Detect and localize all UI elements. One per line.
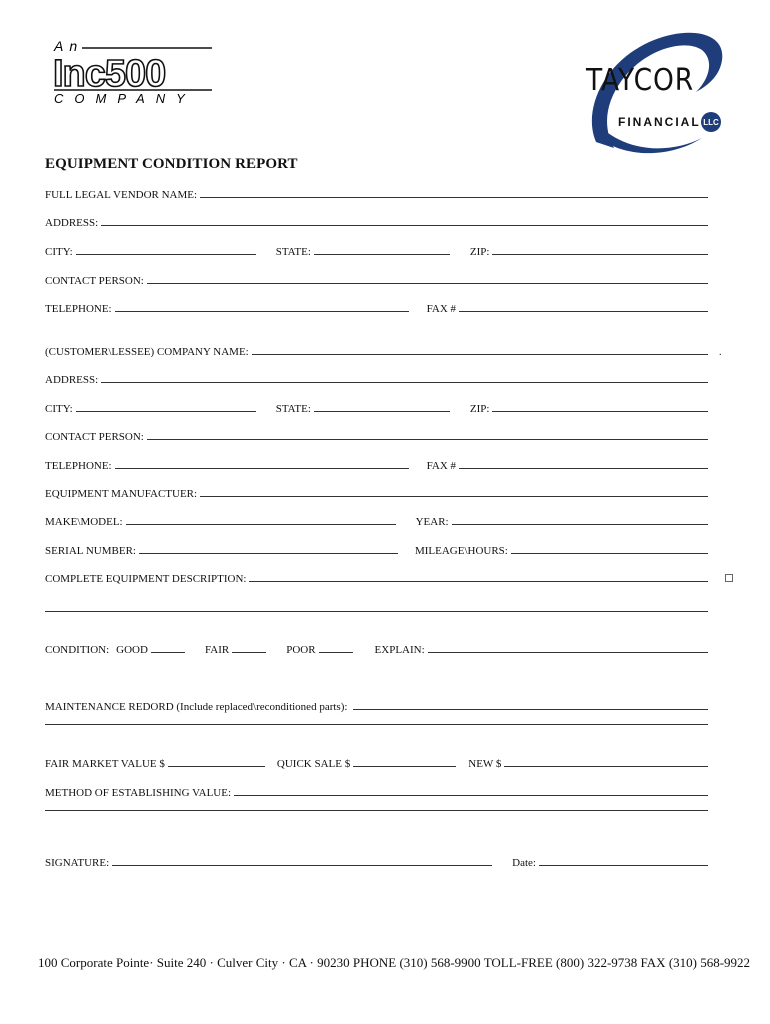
taycor-name: TAYCOR [585,63,694,98]
customer-contact-field[interactable] [147,439,708,440]
condition-row [45,640,708,656]
vendor-state-label: STATE: [275,246,311,258]
taycor-swoosh-lower [596,130,702,153]
year-field[interactable] [452,524,708,525]
mileage-hours-label: MILEAGE\HOURS: [414,545,508,557]
footer-address: 100 Corporate Pointe· Suite 240 · Culver City · CA · 90230 PHONE (310) 568-9900 TOLL-FREE (800) 322-9738 FAX (310) 568-9922 [38,955,751,970]
vendor-address-field[interactable] [101,225,708,226]
customer-name-field[interactable] [252,354,708,355]
vendor-zip-field[interactable] [492,254,708,255]
signature-label: SIGNATURE: [45,857,110,869]
customer-telephone-row [45,456,708,472]
vendor-address-row [45,213,708,229]
equipment-manufacturer-label: EQUIPMENT MANUFACTUER: [45,488,198,500]
equipment-manufacturer-field[interactable] [200,496,708,497]
customer-fax-field[interactable] [459,468,708,469]
customer-fax-label: FAX # [426,460,457,472]
customer-address-field[interactable] [101,382,708,383]
maintenance-row [45,697,708,713]
vendor-city-row [45,242,708,258]
date-label: Date: [512,857,536,869]
customer-telephone-field[interactable] [115,468,409,469]
vendor-city-label: CITY: [45,246,73,258]
taycor-financial-logo [584,30,734,160]
vendor-address-label: ADDRESS: [45,217,99,229]
new-value-field[interactable] [504,766,708,767]
condition-explain-label: EXPLAIN: [374,644,425,656]
customer-city-field[interactable] [76,411,256,412]
vendor-zip-label: ZIP: [469,246,490,258]
customer-name-row [45,342,708,358]
customer-address-row [45,370,708,386]
year-label: YEAR: [415,516,449,528]
vendor-name-row [45,185,708,201]
customer-state-field[interactable] [314,411,450,412]
serial-number-row [45,541,708,557]
method-row [45,783,708,799]
inc500-logo [52,38,214,106]
equipment-manufacturer-row [45,484,708,500]
customer-state-label: STATE: [275,403,311,415]
customer-address-label: ADDRESS: [45,374,99,386]
customer-zip-label: ZIP: [469,403,490,415]
equipment-description-label: COMPLETE EQUIPMENT DESCRIPTION: [45,573,247,585]
maintenance-field[interactable] [353,709,708,710]
fair-market-value-label: FAIR MARKET VALUE $ [45,758,165,770]
condition-fair-field[interactable] [232,652,266,653]
fair-market-value-field[interactable] [168,766,265,767]
customer-contact-label: CONTACT PERSON: [45,431,144,443]
maintenance-label: MAINTENANCE REDORD (Include replaced\reconditioned parts): [45,701,348,713]
customer-zip-field[interactable] [492,411,708,412]
method-line-2[interactable] [45,810,708,811]
condition-fair-label: FAIR [204,644,230,656]
equipment-description-line-2[interactable] [45,611,708,612]
vendor-fax-field[interactable] [459,311,708,312]
vendor-telephone-label: TELEPHONE: [45,303,112,315]
condition-label: CONDITION: [45,644,110,656]
taycor-llc-text: LLC [703,118,719,127]
vendor-telephone-row [45,299,708,315]
signature-field[interactable] [112,865,492,866]
equipment-description-field[interactable] [249,581,708,582]
customer-name-label: (CUSTOMER\LESSEE) COMPANY NAME: [45,346,249,358]
values-row [45,754,708,770]
vendor-contact-row [45,271,708,287]
make-model-row [45,512,708,528]
customer-city-label: CITY: [45,403,73,415]
vendor-fax-label: FAX # [426,303,457,315]
taycor-sub: FINANCIAL [618,115,701,129]
make-model-field[interactable] [126,524,396,525]
maintenance-line-2[interactable] [45,724,708,725]
method-label: METHOD OF ESTABLISHING VALUE: [45,787,232,799]
vendor-contact-field[interactable] [147,283,708,284]
mileage-hours-field[interactable] [511,553,708,554]
condition-poor-field[interactable] [319,652,353,653]
inc-logo-main-text: Inc500 [53,53,166,95]
signature-row [45,853,708,869]
date-field[interactable] [539,865,708,866]
condition-poor-label: POOR [286,644,316,656]
inc-logo-bottom-text: COMPANY [54,91,196,106]
description-checkbox[interactable] [725,574,733,582]
vendor-contact-label: CONTACT PERSON: [45,275,144,287]
vendor-city-field[interactable] [76,254,256,255]
vendor-name-label: FULL LEGAL VENDOR NAME: [45,189,198,201]
quick-sale-field[interactable] [353,766,456,767]
customer-name-trailing-mark: . [719,347,722,358]
form-title: EQUIPMENT CONDITION REPORT [45,156,298,172]
serial-number-label: SERIAL NUMBER: [45,545,136,557]
condition-good-label: GOOD [116,644,148,656]
vendor-telephone-field[interactable] [115,311,409,312]
condition-explain-field[interactable] [428,652,708,653]
vendor-name-field[interactable] [200,197,708,198]
method-field[interactable] [234,795,708,796]
make-model-label: MAKE\MODEL: [45,516,123,528]
vendor-state-field[interactable] [314,254,450,255]
customer-contact-row [45,427,708,443]
inc-logo-top-text: An [54,38,84,54]
equipment-description-row [45,569,708,585]
customer-telephone-label: TELEPHONE: [45,460,112,472]
customer-city-row [45,399,708,415]
condition-good-field[interactable] [151,652,185,653]
quick-sale-label: QUICK SALE $ [276,758,351,770]
new-value-label: NEW $ [468,758,502,770]
serial-number-field[interactable] [139,553,398,554]
